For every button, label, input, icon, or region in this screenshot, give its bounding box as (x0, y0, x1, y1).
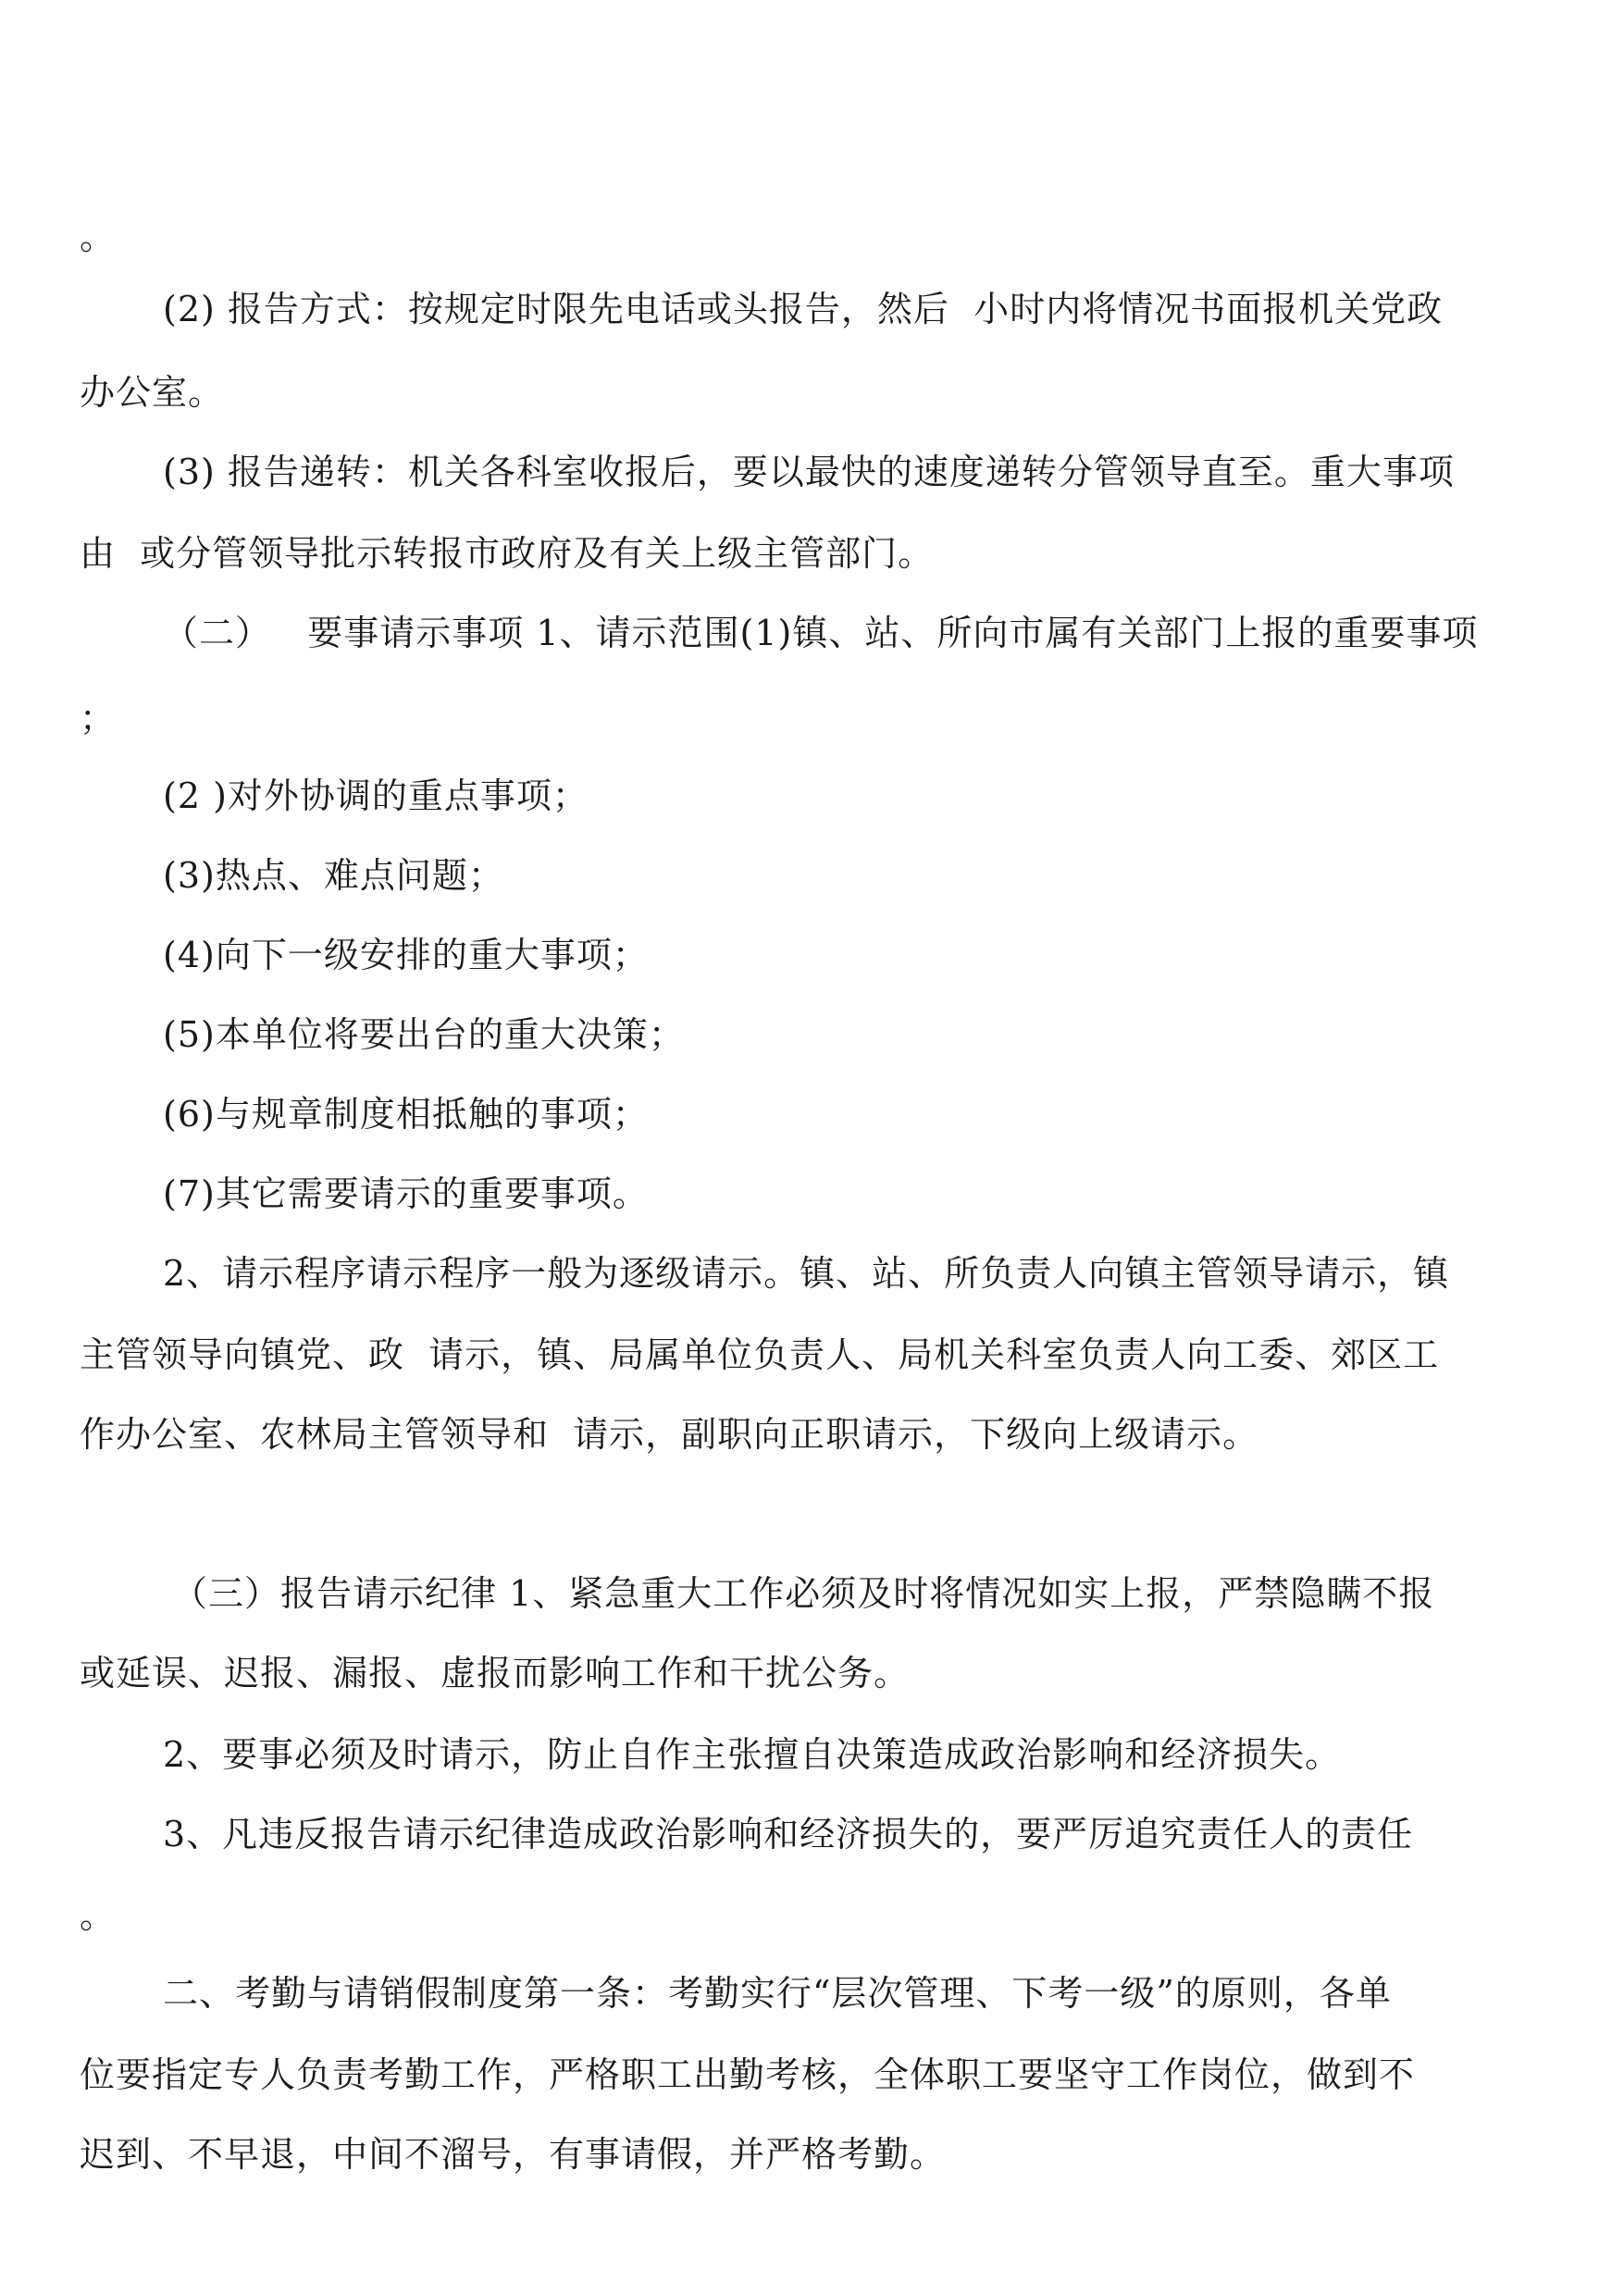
text-line: 作办公室、农林局主管领导和 请示，副职向正职请示，下级向上级请示。 (80, 1414, 1259, 1455)
text-line: (7)其它需要请示的重要事项。 (163, 1173, 649, 1214)
text-line: 3、凡违反报告请示纪律造成政治影响和经济损失的，要严厉追究责任人的责任 (163, 1814, 1414, 1855)
text-line: 。 (80, 217, 117, 257)
text-line: 位要指定专人负责考勤工作，严格职工出勤考核，全体职工要坚守工作岗位，做到不 (80, 2054, 1416, 2095)
text-line: 或延误、迟报、漏报、虚报而影响工作和干扰公务。 (80, 1653, 911, 1693)
text-line: 2、请示程序请示程序一般为逐级请示。镇、站、所负责人向镇主管领导请示，镇 (163, 1253, 1450, 1294)
text-line: (6)与规章制度相抵触的事项； (163, 1094, 649, 1135)
text-line: 迟到、不早退，中间不溜号，有事请假，并严格考勤。 (80, 2134, 947, 2175)
text-line: 由 或分管领导批示转报市政府及有关上级主管部门。 (80, 533, 935, 574)
text-line: 主管领导向镇党、政 请示，镇、局属单位负责人、局机关科室负责人向工委、郊区工 (80, 1334, 1440, 1375)
text-line: (2 )对外协调的重点事项； (163, 775, 589, 816)
text-line: (2) 报告方式：按规定时限先电话或头报告，然后 小时内将情况书面报机关党政 (163, 289, 1444, 329)
text-line: 办公室。 (80, 372, 225, 413)
text-line: （三）报告请示纪律 1、紧急重大工作必须及时将情况如实上报，严禁隐瞒不报 (172, 1573, 1435, 1614)
text-line: 2、要事必须及时请示，防止自作主张擅自决策造成政治影响和经济损失。 (163, 1734, 1342, 1775)
text-line: (3)热点、难点问题； (163, 855, 504, 896)
text-line: (5)本单位将要出台的重大决策； (163, 1014, 685, 1055)
text-line: 。 (80, 1895, 117, 1936)
text-line: 二、考勤与请销假制度第一条：考勤实行“层次管理、下考一级”的原则，各单 (163, 1973, 1392, 2014)
text-line: ； (80, 698, 117, 738)
text-line: (3) 报告递转：机关各科室收报后，要以最快的速度递转分管领导直至。重大事项 (163, 452, 1455, 492)
text-line: （二） 要事请示事项 1、请示范围(1)镇、站、所向市属有关部门上报的重要事项 (163, 613, 1479, 653)
text-line: (4)向下一级安排的重大事项； (163, 935, 649, 975)
